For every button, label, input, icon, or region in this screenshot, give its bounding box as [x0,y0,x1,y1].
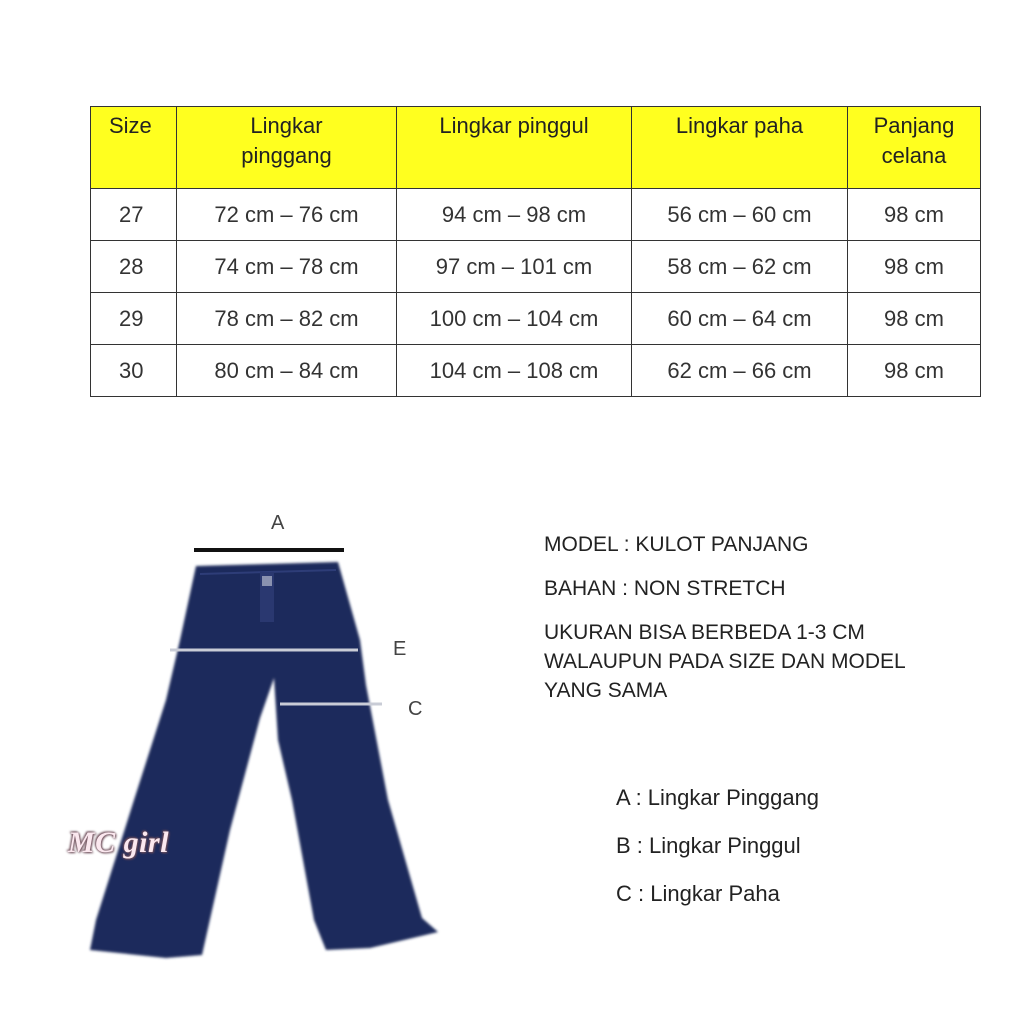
cell-waist: 78 cm – 82 cm [177,293,397,345]
watermark-logo: MC girl [68,826,170,859]
header-waist [177,107,397,189]
marker-c-label: C [408,698,423,720]
header-waist-line2: pinggang [241,143,332,168]
cell-length: 98 cm [848,241,981,293]
size-note-text: UKURAN BISA BERBEDA 1-3 CM WALAUPUN PADA SIZE DAN MODEL YANG SAMA [544,621,906,702]
size-chart-table [90,106,981,397]
table-row [91,241,981,293]
cell-hip: 94 cm – 98 cm [397,189,632,241]
cell-size: 29 [91,293,177,345]
cell-hip: 97 cm – 101 cm [397,241,632,293]
cell-hip: 104 cm – 108 cm [397,345,632,397]
header-hip-label: Lingkar pinggul [439,113,589,138]
header-length [848,107,981,189]
legend-item: C : Lingkar Paha [616,881,780,906]
table-row [91,293,981,345]
cell-size: 27 [91,189,177,241]
button-detail [262,576,272,586]
legend-item: A : Lingkar Pinggang [616,785,820,810]
marker-b-label: E [393,638,407,660]
cell-hip: 100 cm – 104 cm [397,293,632,345]
cell-length: 98 cm [848,189,981,241]
model-text: MODEL : KULOT PANJANG [544,533,809,556]
cell-size: 30 [91,345,177,397]
cell-thigh: 62 cm – 66 cm [632,345,848,397]
cell-waist: 80 cm – 84 cm [177,345,397,397]
cell-thigh: 60 cm – 64 cm [632,293,848,345]
table-header-row [91,107,981,189]
pants-illustration [70,500,460,970]
header-size [91,107,177,189]
header-thigh [632,107,848,189]
header-waist-line1: Lingkar [250,113,323,138]
cell-thigh: 56 cm – 60 cm [632,189,848,241]
header-thigh-label: Lingkar paha [675,113,804,138]
header-hip [397,107,632,189]
cell-size: 28 [91,241,177,293]
material-text: BAHAN : NON STRETCH [544,577,786,600]
legend-item: B : Lingkar Pinggul [616,833,801,858]
cell-length: 98 cm [848,293,981,345]
cell-length: 98 cm [848,345,981,397]
cell-waist: 74 cm – 78 cm [177,241,397,293]
pants-svg [70,500,460,970]
cell-thigh: 58 cm – 62 cm [632,241,848,293]
header-length-line2: celana [881,143,947,168]
table-row [91,345,981,397]
cell-waist: 72 cm – 76 cm [177,189,397,241]
header-length-line1: Panjang [873,113,955,138]
marker-a-label: A [271,512,285,534]
measurement-legend [616,784,819,928]
table-row [91,189,981,241]
product-info [544,530,1004,720]
header-size-label: Size [109,113,152,138]
